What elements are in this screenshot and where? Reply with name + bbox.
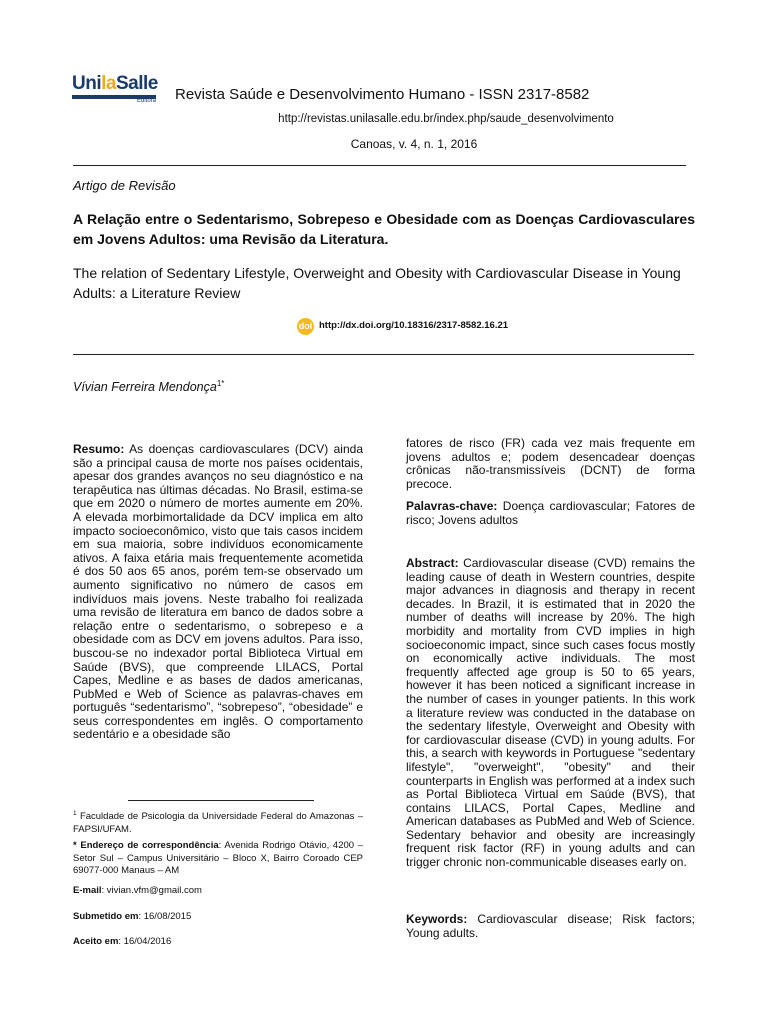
footnote-accepted: Aceito em: 16/04/2016 [73,936,172,947]
journal-url[interactable]: http://revistas.unilasalle.edu.br/index.php/saude_desenvolvimento [278,113,614,125]
abstract-paragraph [406,557,695,870]
resumo-paragraph [73,443,363,742]
resumo-text-right: fatores de risco (FR) cada vez mais frequente em jovens adultos e; podem desencadear doenças crônicas não-transmissíveis (DCNT) de forma precoce. [406,436,695,491]
article-title-en: The relation of Sedentary Lifestyle, Overweight and Obesity with Cardiovascular Disease in Young Adults: a Literature Review [73,265,681,301]
author-mark: 1* [216,379,225,388]
footnote-address: * Endereço de correspondência: Avenida Rodrigo Otávio, 4200 – Setor Sul – Campus Universitário – Bloco X, Bairro Coroado CEP 69077-000 Manaus – AM [73,840,363,876]
footnote-divider [128,800,314,801]
footnote-affiliation: $^1$ Faculdade de Psicologia da Universidade Federal do Amazonas – FAPSI/UFAM. [73,810,363,835]
doi-link[interactable]: http://dx.doi.org/10.18316/2317-8582.16.21 [319,320,509,331]
logo-subtitle: Editora [136,98,156,104]
keywords-en: Keywords: Cardiovascular disease; Risk factors; Young adults. [406,912,695,940]
abstract-label: Abstract: [406,556,459,570]
author-name: Vívian Ferreira Mendonça$^{1*}$ [73,379,225,395]
doi-icon: doi [297,318,314,335]
footnote-submitted: Submetido em: 16/08/2015 [73,911,192,922]
journal-volume: Canoas, v. 4, n. 1, 2016 [350,137,478,151]
journal-title: Revista Saúde e Desenvolvimento Humano - ISSN 2317-8582 [175,86,590,103]
header-divider [73,165,686,166]
title-divider [73,354,694,355]
resumo-text-left: As doenças cardiovasculares (DCV) ainda são a principal causa de morte nos países ocidentais, apesar dos grandes avanços no seu diagnóstico e na terapêutica nas últimas décadas. No Brasil, estima-se que em 2020 o número de mortes aumente em 20%. A elevada morbimortalidade da DCV implica em alto impacto socioeconômico, visto que tais casos incidem em sua maioria, sobre indivíduos economicamente ativos. A faixa etária mais frequentemente acometida é dos 50 aos 65 anos, porém tem-se observado um aumento significativo no número de casos em indivíduos mais jovens. Neste trabalho foi realizada uma revisão de literatura em banco de dados sobre a relação entre o sedentarismo, o sobrepeso e a obesidade com as DCV em jovens adultos. Para isso, buscou-se no indexador portal Biblioteca Virtual em Saúde (BVS), que compreende LILACS, Portal Capes, Medline e as bases de dados americanas, PubMed e Web of Science as palavras-chaves em português “sedentarismo”, “sobrepeso”, “obesidade” e seus correspondentes em inglês. O comportamento sedentário e a obesidade são [73,442,363,742]
logo-wordmark: UnilaSalle [72,73,158,94]
footnote-email: E-mail: vivian.vfm@gmail.com [73,885,202,896]
resumo-label: Resumo: [73,442,125,456]
article-title-pt: A Relação entre o Sedentarismo, Sobrepeso e Obesidade com as Doenças Cardiovasculares em Jovens Adultos: uma Revisão da Literatura. [73,211,695,247]
keywords-pt: Palavras-chave: Doença cardiovascular; Fatores de risco; Jovens adultos [406,499,695,527]
publisher-logo [72,74,156,114]
article-type: Artigo de Revisão [73,178,176,193]
abstract-text: Cardiovascular disease (CVD) remains the leading cause of death in Western countries, despite major advances in diagnosis and therapy in recent decades. In Brazil, it is estimated that in 2020 the number of deaths will increase by 20%. The high morbidity and mortality from CVD implies in high socioeconomic impact, since such cases focus mostly on economically active individuals. The most frequently affected age group is 50 to 65 years, however it has been noticed a significant increase in the number of cases in younger patients. In this work a literature review was conducted in the database on the sedentary lifestyle, Overweight and Obesity with for cardiovascular disease (CVD) in young adults. For this, a search with keywords in Portuguese "sedentary lifestyle", "overweight", "obesity" and their counterparts in English was performed at a index such as Portal Biblioteca Virtual em Saúde (BVS), that contains LILACS, Portal Capes, Medline and American databases as PubMed and Web of Science. Sedentary behavior and obesity are increasingly frequent risk factor (RF) in young adults and can trigger chronic non-communicable diseases early on. [406,556,695,870]
